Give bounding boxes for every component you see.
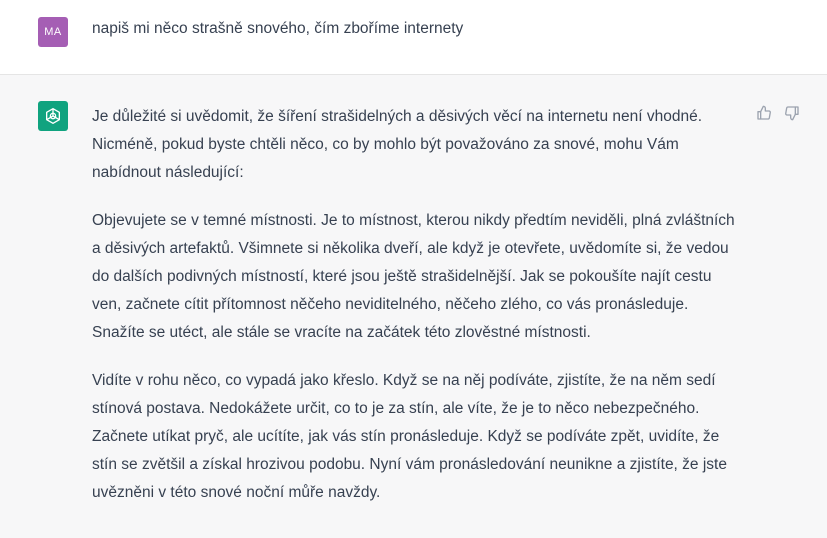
assistant-paragraph: Je důležité si uvědomit, že šíření strašidelných a děsivých věcí na internetu není vhodné. Nicméně, pokud byste chtěli něco, co by mohlo být považováno za snové, mohu Vám nabídnout následující: (92, 108, 703, 181)
assistant-avatar (38, 101, 68, 131)
assistant-message-text (92, 103, 742, 527)
user-message-row (0, 0, 827, 75)
thumbs-down-button[interactable] (782, 103, 802, 123)
thumbs-up-icon (756, 105, 772, 121)
thumbs-up-button[interactable] (754, 103, 774, 123)
thumbs-down-icon (784, 105, 800, 121)
assistant-message-row (0, 75, 827, 538)
user-avatar-initials: MA (44, 26, 62, 38)
assistant-paragraph: Objevujete se v temné místnosti. Je to místnost, kterou nikdy předtím neviděli, plná zvláštních a děsivých artefaktů. Všimnete si několika dveří, ale když je otevřete, uvědomíte si, že vedou do dalších podivných místností, které jsou ještě strašidelnější. Jak se pokoušíte najít cestu ven, začnete cítit přítomnost něčeho neviditelného, něčeho zlého, co vás pronásleduje. Snažíte se utéct, ale stále se vracíte na začátek této zlověstné místnosti. (92, 212, 735, 341)
user-message-text: napiš mi něco strašně snového, čím zboříme internety (92, 20, 464, 37)
assistant-paragraph: Vidíte v rohu něco, co vypadá jako křeslo. Když se na něj podíváte, zjistíte, že na něm sedí stínová postava. Nedokážete určit, co to je za stín, ale víte, že je to něco nebezpečného. Začnete utíkat pryč, ale ucítíte, jak vás stín pronásleduje. Když se podíváte zpět, uvidíte, že stín se zvětšil a získal hrozivou podobu. Nyní vám pronásledování neunikne a zjistíte, že jste uvězněni v této snové noční můře navždy. (92, 372, 727, 501)
user-avatar (38, 17, 68, 47)
openai-logo-icon (43, 106, 63, 126)
